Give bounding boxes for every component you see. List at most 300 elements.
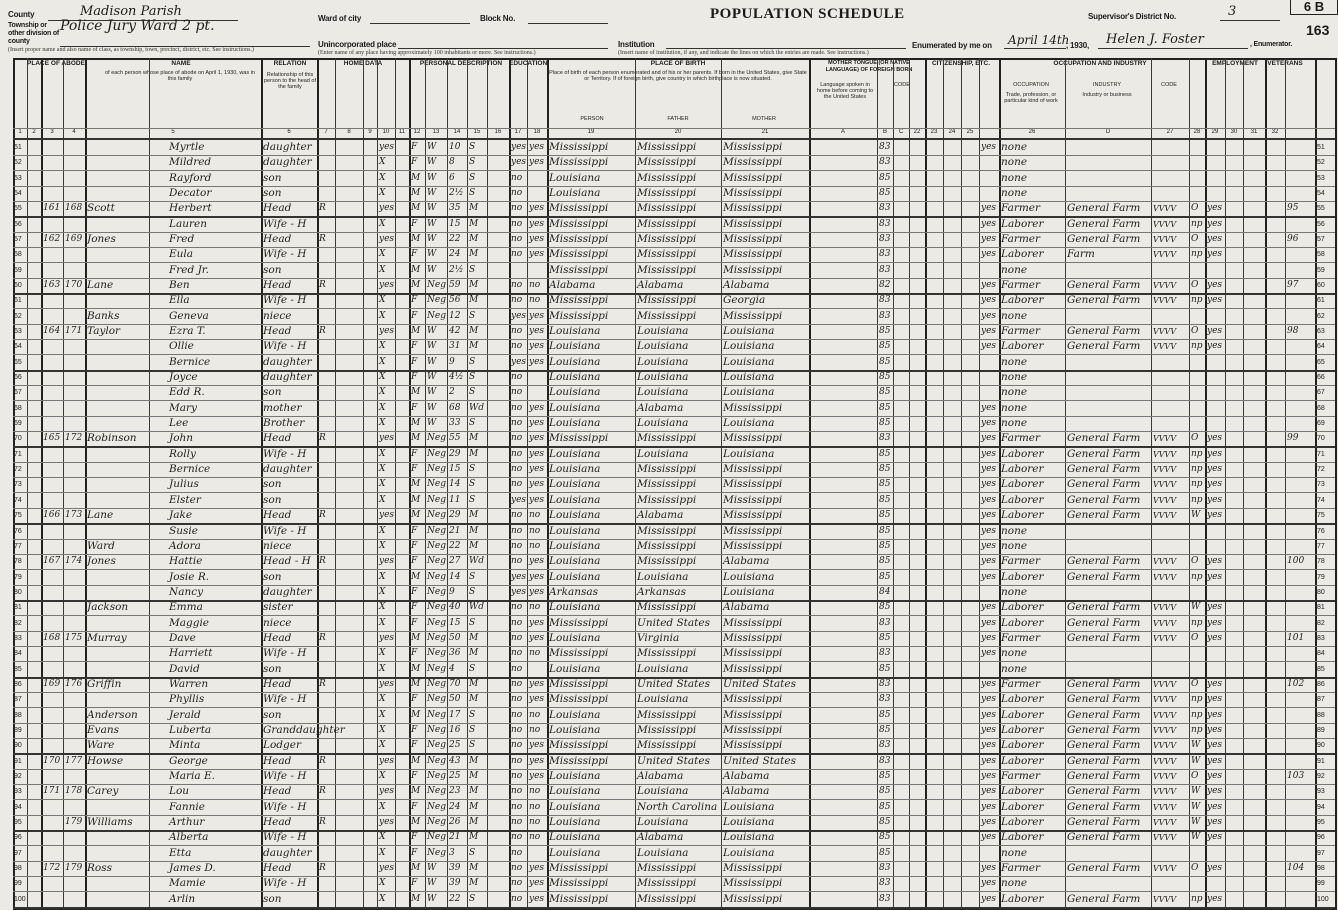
cell-fbp: Mississippi [637, 555, 697, 568]
cell-ind: General Farm [1067, 294, 1141, 307]
cell-radio: X [379, 740, 386, 751]
cell-sex: F [411, 586, 418, 597]
cell-sex: M [411, 264, 421, 275]
cell-rel: niece [263, 539, 292, 552]
cell-mbp: Mississippi [723, 432, 783, 445]
cell-fbp: Alabama [637, 509, 684, 522]
line-number-right: 52 [1317, 159, 1325, 167]
cell-given: John [169, 432, 194, 445]
cell-bp: Mississippi [549, 432, 609, 445]
cell-read: yes [529, 862, 545, 873]
cell-occ: none [1001, 524, 1028, 537]
cell-sex: F [411, 249, 418, 260]
line-number-right: 54 [1317, 190, 1325, 198]
cell-sex: F [411, 724, 418, 735]
cell-age: 22 [449, 893, 461, 904]
column-number: 11 [398, 129, 406, 135]
cell-vet: 103 [1287, 770, 1305, 781]
cell-fbp: Mississippi [637, 263, 697, 276]
cell-code: 85 [879, 525, 891, 536]
cell-occ: Farmer [1001, 769, 1041, 782]
cell-age: 24 [449, 249, 461, 260]
cell-oc: VVVV [1153, 327, 1177, 337]
column-number: 31 [1250, 129, 1258, 135]
cell-mar: S [469, 310, 476, 321]
cell-race: Neg [427, 724, 446, 735]
cell-occ: Laborer [1001, 493, 1044, 506]
cell-age: 9 [449, 356, 455, 367]
cell-school: no [511, 387, 523, 398]
column-number: 21 [761, 129, 769, 135]
cell-given: Rolly [169, 447, 196, 460]
cell-given: Myrtle [169, 141, 205, 153]
line-number-right: 80 [1317, 588, 1325, 596]
industry-subhead: INDUSTRY [1092, 82, 1121, 88]
cell-race: W [427, 862, 437, 873]
cell-oc: VVVV [1153, 633, 1177, 643]
cell-sex: M [411, 755, 421, 766]
cell-mar: M [469, 801, 479, 812]
cell-given: Lauren [169, 217, 207, 230]
table-row [13, 646, 1335, 661]
column-number: 1 [18, 129, 22, 135]
cell-work: yes [1207, 464, 1223, 475]
cell-radio: yes [379, 433, 395, 444]
cell-eng: yes [981, 326, 997, 337]
cell-eng: yes [981, 740, 997, 751]
cell-fbp: Mississippi [637, 877, 697, 890]
cell-ind: General Farm [1067, 677, 1141, 690]
line-number-right: 53 [1317, 174, 1325, 182]
cell-radio: X [379, 648, 386, 659]
cell-rel: Wife - H [263, 248, 307, 261]
line-number: 68 [14, 404, 22, 412]
cell-code: 83 [879, 755, 891, 766]
line-number-right: 56 [1317, 220, 1325, 228]
line-number: 79 [14, 573, 22, 581]
line-number-right: 79 [1317, 573, 1325, 581]
cell-dw: 170 [43, 755, 61, 766]
group-mother-tongue: MOTHER TONGUE (OR NATIVE LANGUAGE) OF FOREIGN BORN [825, 60, 913, 73]
cell-oc: VVVV [1153, 250, 1177, 260]
cell-given: Arthur [169, 815, 205, 828]
cell-occ: Laborer [1001, 739, 1044, 752]
cell-mar: M [469, 280, 479, 291]
cell-code: 85 [879, 571, 891, 582]
cell-fbp: Mississippi [637, 723, 697, 736]
cell-sex: F [411, 617, 418, 628]
cell-age: 9 [449, 586, 455, 597]
cell-sex: M [411, 510, 421, 521]
cell-rel: Head [263, 202, 292, 215]
cell-eng: yes [981, 295, 997, 306]
cell-given: Mary [169, 401, 197, 414]
cell-cls: W [1191, 740, 1201, 751]
cell-read: yes [529, 464, 545, 475]
cell-given: Arlin [169, 892, 196, 905]
table-row [13, 217, 1335, 232]
cell-ind: General Farm [1067, 463, 1141, 476]
cell-dw: 168 [43, 632, 61, 643]
mother-subhead: MOTHER [752, 116, 776, 122]
cell-sur: Anderson [87, 708, 138, 721]
cell-radio: X [379, 525, 386, 536]
cell-race: Neg [427, 694, 446, 705]
cell-bp: Mississippi [549, 677, 609, 690]
cell-mbp: Mississippi [723, 708, 783, 721]
cell-vet: 99 [1287, 433, 1299, 444]
cell-age: 3 [449, 847, 455, 858]
cell-oc: VVVV [1153, 219, 1177, 229]
cell-read: yes [529, 740, 545, 751]
cell-race: Neg [427, 678, 446, 689]
cell-code: 85 [879, 663, 891, 674]
cell-own: R [319, 786, 326, 797]
line-number: 88 [14, 711, 22, 719]
cell-cls: W [1191, 602, 1201, 613]
cell-sur: Evans [87, 723, 120, 736]
cell-eng: yes [981, 755, 997, 766]
cell-race: Neg [427, 310, 446, 321]
cell-fbp: Louisiana [637, 355, 689, 368]
line-number: 64 [14, 343, 22, 351]
cell-read: no [529, 540, 541, 551]
line-number: 51 [14, 144, 22, 151]
column-number: 16 [494, 129, 502, 135]
cell-fbp: Louisiana [637, 785, 689, 798]
cell-mbp: Mississippi [723, 233, 783, 246]
line-number: 85 [14, 665, 22, 673]
table-row [13, 708, 1335, 723]
cell-fbp: Mississippi [637, 217, 697, 230]
cell-mar: M [469, 816, 479, 827]
column-number: 7 [324, 129, 328, 135]
cell-dw: 166 [43, 510, 61, 521]
cell-code: 83 [879, 893, 891, 904]
column-number: 18 [533, 129, 541, 135]
cell-race: Neg [427, 648, 446, 659]
cell-school: no [511, 479, 523, 490]
cell-school: no [511, 878, 523, 889]
cell-read: no [529, 709, 541, 720]
cell-bp: Mississippi [549, 693, 609, 706]
cell-work: yes [1207, 816, 1223, 827]
cell-rel: niece [263, 309, 292, 322]
cell-work: yes [1207, 510, 1223, 521]
cell-fam: 174 [65, 556, 83, 567]
cell-school: no [511, 740, 523, 751]
cell-age: 21 [449, 525, 461, 536]
cell-cls: W [1191, 832, 1201, 843]
cell-race: W [427, 157, 437, 168]
cell-occ: none [1001, 309, 1028, 322]
table-row [13, 493, 1335, 508]
cell-fbp: United States [637, 616, 710, 629]
cell-school: no [511, 172, 523, 183]
cell-fbp: Mississippi [637, 647, 697, 660]
cell-dw: 164 [43, 326, 61, 337]
column-number: A [840, 129, 845, 135]
table-row [13, 585, 1335, 600]
cell-oc: VVVV [1153, 756, 1177, 766]
cell-sex: M [411, 479, 421, 490]
cell-cls: O [1191, 556, 1199, 567]
cell-rel: son [263, 478, 282, 491]
cell-eng: yes [981, 433, 997, 444]
cell-eng: yes [981, 786, 997, 797]
cell-occ: Laborer [1001, 248, 1044, 261]
cell-bp: Louisiana [549, 355, 601, 368]
cell-radio: yes [379, 234, 395, 245]
cell-given: Decator [169, 187, 212, 200]
cell-age: 10 [449, 142, 461, 152]
cell-sur: Williams [87, 815, 133, 828]
cell-mar: S [469, 157, 476, 168]
table-row [13, 385, 1335, 400]
cell-given: David [169, 662, 200, 675]
cell-ind: General Farm [1067, 861, 1141, 874]
cell-read: yes [529, 433, 545, 444]
cell-age: 24 [449, 801, 461, 812]
cell-cls: O [1191, 203, 1199, 214]
cell-oc: VVVV [1153, 741, 1177, 751]
line-number: 84 [14, 650, 22, 658]
line-number: 82 [14, 619, 22, 627]
cell-code: 85 [879, 602, 891, 613]
cell-code: 85 [879, 847, 891, 858]
occ-code-subhead: CODE [1161, 82, 1177, 88]
cell-cls: np [1191, 464, 1203, 475]
cell-eng: yes [981, 218, 997, 229]
line-number-right: 55 [1317, 205, 1325, 213]
table-row [13, 723, 1335, 738]
line-number-right: 51 [1317, 144, 1325, 151]
cell-age: 15 [449, 464, 461, 475]
cell-fbp: United States [637, 754, 710, 767]
cell-code: 85 [879, 832, 891, 843]
cell-mbp: Mississippi [723, 401, 783, 414]
cell-given: Josie R. [169, 570, 210, 583]
cell-ind: General Farm [1067, 555, 1141, 568]
cell-school: no [511, 448, 523, 459]
occupation-subhead: OCCUPATION [1013, 82, 1049, 88]
cell-bp: Mississippi [549, 202, 609, 215]
line-number-right: 96 [1317, 834, 1325, 842]
county-value: Madison Parish [80, 4, 182, 19]
cell-work: yes [1207, 770, 1223, 781]
table-row [13, 155, 1335, 170]
cell-given: Dave [169, 631, 196, 644]
cell-read: yes [529, 402, 545, 413]
cell-code: 83 [879, 310, 891, 321]
cell-school: no [511, 372, 523, 383]
cell-mar: S [469, 740, 476, 751]
column-number: 20 [674, 129, 682, 135]
cell-given: Emma [169, 601, 203, 614]
cell-mar: M [469, 678, 479, 689]
cell-rel: daughter [263, 585, 312, 598]
cell-mbp: Mississippi [723, 493, 783, 506]
cell-code: 83 [879, 142, 891, 152]
cell-ind: General Farm [1067, 708, 1141, 721]
table-row [13, 462, 1335, 477]
cell-radio: X [379, 801, 386, 812]
cell-radio: X [379, 448, 386, 459]
cell-mbp: Alabama [723, 555, 770, 568]
cell-age: 55 [449, 433, 461, 444]
line-number: 62 [14, 312, 22, 320]
cell-radio: X [379, 464, 386, 475]
cell-sex: F [411, 740, 418, 751]
cell-sex: F [411, 878, 418, 889]
cell-mar: S [469, 494, 476, 505]
cell-work: yes [1207, 234, 1223, 245]
cell-mbp: Alabama [723, 785, 770, 798]
cell-cls: np [1191, 494, 1203, 505]
cell-sex: F [411, 525, 418, 536]
cell-dw: 169 [43, 678, 61, 689]
cell-work: yes [1207, 678, 1223, 689]
cell-work: yes [1207, 494, 1223, 505]
cell-code: 83 [879, 648, 891, 659]
cell-cls: O [1191, 433, 1199, 444]
cell-age: 31 [449, 341, 461, 352]
cell-age: 26 [449, 816, 461, 827]
table-row [13, 892, 1335, 907]
cell-mbp: Mississippi [723, 171, 783, 184]
group-name: NAME [171, 60, 191, 67]
cell-race: W [427, 341, 437, 352]
cell-mar: S [469, 724, 476, 735]
cell-sex: M [411, 188, 421, 199]
cell-sex: M [411, 893, 421, 904]
cell-oc: VVVV [1153, 281, 1177, 291]
cell-race: W [427, 326, 437, 337]
cell-age: 14 [449, 479, 461, 490]
cell-radio: X [379, 295, 386, 306]
cell-dw: 172 [43, 862, 61, 873]
cell-code: 83 [879, 264, 891, 275]
cell-work: yes [1207, 862, 1223, 873]
cell-rel: Wife - H [263, 447, 307, 460]
line-number: 87 [14, 696, 22, 704]
page-number: 163 [1306, 22, 1330, 38]
cell-rel: sister [263, 601, 293, 614]
table-row [13, 247, 1335, 262]
table-row [13, 554, 1335, 569]
cell-ind: General Farm [1067, 340, 1141, 353]
line-number: 75 [14, 512, 22, 520]
line-number: 57 [14, 236, 22, 244]
cell-occ: Farmer [1001, 861, 1041, 874]
line-number: 54 [14, 190, 22, 198]
cell-dw: 171 [43, 786, 61, 797]
cell-occ: Laborer [1001, 616, 1044, 629]
cell-sur: Carey [87, 785, 119, 798]
table-row [13, 293, 1335, 308]
cell-bp: Mississippi [549, 754, 609, 767]
cell-race: W [427, 372, 437, 383]
cell-read: yes [529, 678, 545, 689]
township-label: Township or other division of county [8, 22, 60, 45]
cell-race: W [427, 418, 437, 429]
cell-oc: VVVV [1153, 511, 1177, 521]
page-title: POPULATION SCHEDULE [710, 6, 905, 22]
cell-mbp: Louisiana [723, 386, 775, 399]
cell-mbp: Mississippi [723, 861, 783, 874]
cell-own: R [319, 203, 326, 214]
cell-code: 85 [879, 556, 891, 567]
cell-oc: VVVV [1153, 465, 1177, 475]
cell-occ: Laborer [1001, 294, 1044, 307]
cell-fbp: Mississippi [637, 294, 697, 307]
cell-code: 83 [879, 234, 891, 245]
person-subhead: PERSON [580, 116, 604, 122]
cell-school: no [511, 556, 523, 567]
row-divider [13, 907, 1335, 909]
cell-mar: S [469, 356, 476, 367]
cell-mar: S [469, 663, 476, 674]
cell-occ: none [1001, 263, 1028, 276]
line-number: 86 [14, 680, 22, 688]
cell-read: yes [529, 479, 545, 490]
cell-mbp: Mississippi [723, 524, 783, 537]
cell-fbp: North Carolina [637, 800, 718, 813]
cell-ind: General Farm [1067, 202, 1141, 215]
cell-age: 39 [449, 878, 461, 889]
cell-race: Neg [427, 586, 446, 597]
cell-school: no [511, 632, 523, 643]
column-number: 9 [368, 129, 372, 135]
cell-occ: Laborer [1001, 463, 1044, 476]
cell-sur: Taylor [87, 325, 121, 338]
cell-occ: Farmer [1001, 677, 1041, 690]
cell-sex: F [411, 770, 418, 781]
cell-occ: Laborer [1001, 815, 1044, 828]
cell-occ: Laborer [1001, 478, 1044, 491]
cell-rel: daughter [263, 463, 312, 476]
form-top-strip [360, 0, 1050, 6]
cell-mbp: Louisiana [723, 570, 775, 583]
cell-mar: M [469, 510, 479, 521]
cell-bp: Louisiana [549, 187, 601, 200]
cell-mbp: Mississippi [723, 263, 783, 276]
cell-ind: General Farm [1067, 785, 1141, 798]
cell-given: Jerald [169, 708, 201, 721]
line-number: 61 [14, 297, 22, 305]
cell-given: Susie [169, 524, 198, 537]
cell-ind: General Farm [1067, 509, 1141, 522]
cell-eng: yes [981, 709, 997, 720]
cell-school: yes [511, 356, 527, 367]
cell-mar: S [469, 172, 476, 183]
cell-age: 27 [449, 556, 461, 567]
group-personal-description: PERSONAL DESCRIPTION [419, 60, 503, 67]
cell-own: R [319, 433, 326, 444]
cell-oc: VVVV [1153, 894, 1177, 904]
cell-rel: Head [263, 815, 292, 828]
cell-given: Lou [169, 785, 190, 798]
column-number: B [882, 129, 887, 135]
cell-mar: S [469, 847, 476, 858]
cell-oc: VVVV [1153, 572, 1177, 582]
cell-sex: M [411, 571, 421, 582]
cell-eng: yes [981, 724, 997, 735]
cell-oc: VVVV [1153, 204, 1177, 214]
cell-age: 70 [449, 678, 461, 689]
cell-sex: M [411, 433, 421, 444]
cell-oc: VVVV [1153, 434, 1177, 444]
